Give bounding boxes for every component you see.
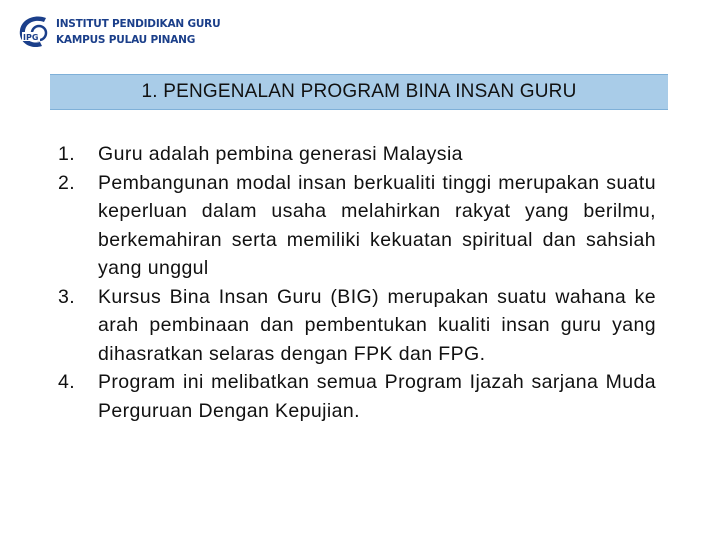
item-text: Pembangunan modal insan berkualiti tinggi merupakan suatu keperluan dalam usaha melahirkan rakyat yang berilmu, berkemahiran serta memiliki kekuatan spiritual dan sahsiah yang unggul (98, 171, 656, 279)
item-number: 4. (58, 371, 76, 393)
item-number: 2. (58, 171, 76, 194)
slide-title: 1. PENGENALAN PROGRAM BINA INSAN GURU (50, 74, 668, 110)
institute-name-line1: INSTITUT PENDIDIKAN GURU (56, 18, 221, 30)
item-number: 3. (58, 285, 76, 308)
institute-header (18, 14, 220, 50)
point-list (58, 140, 656, 425)
list-item (58, 169, 656, 283)
list-item (58, 283, 656, 369)
institute-name-line2: KAMPUS PULAU PINANG (56, 34, 196, 46)
item-number: 1. (58, 143, 76, 165)
list-item (58, 140, 656, 169)
ipg-logo-icon (18, 14, 50, 50)
item-text: Program ini melibatkan semua Program Ijazah sarjana Muda Perguruan Dengan Kepujian. (98, 371, 656, 422)
institute-name (56, 16, 220, 48)
item-text: Guru adalah pembina generasi Malaysia (98, 143, 463, 165)
list-item (58, 368, 656, 425)
logo-text: IPG (23, 33, 39, 42)
item-text: Kursus Bina Insan Guru (BIG) merupakan suatu wahana ke arah pembinaan dan pembentukan kualiti insan guru yang dihasratkan selaras dengan FPK dan FPG. (98, 285, 656, 365)
